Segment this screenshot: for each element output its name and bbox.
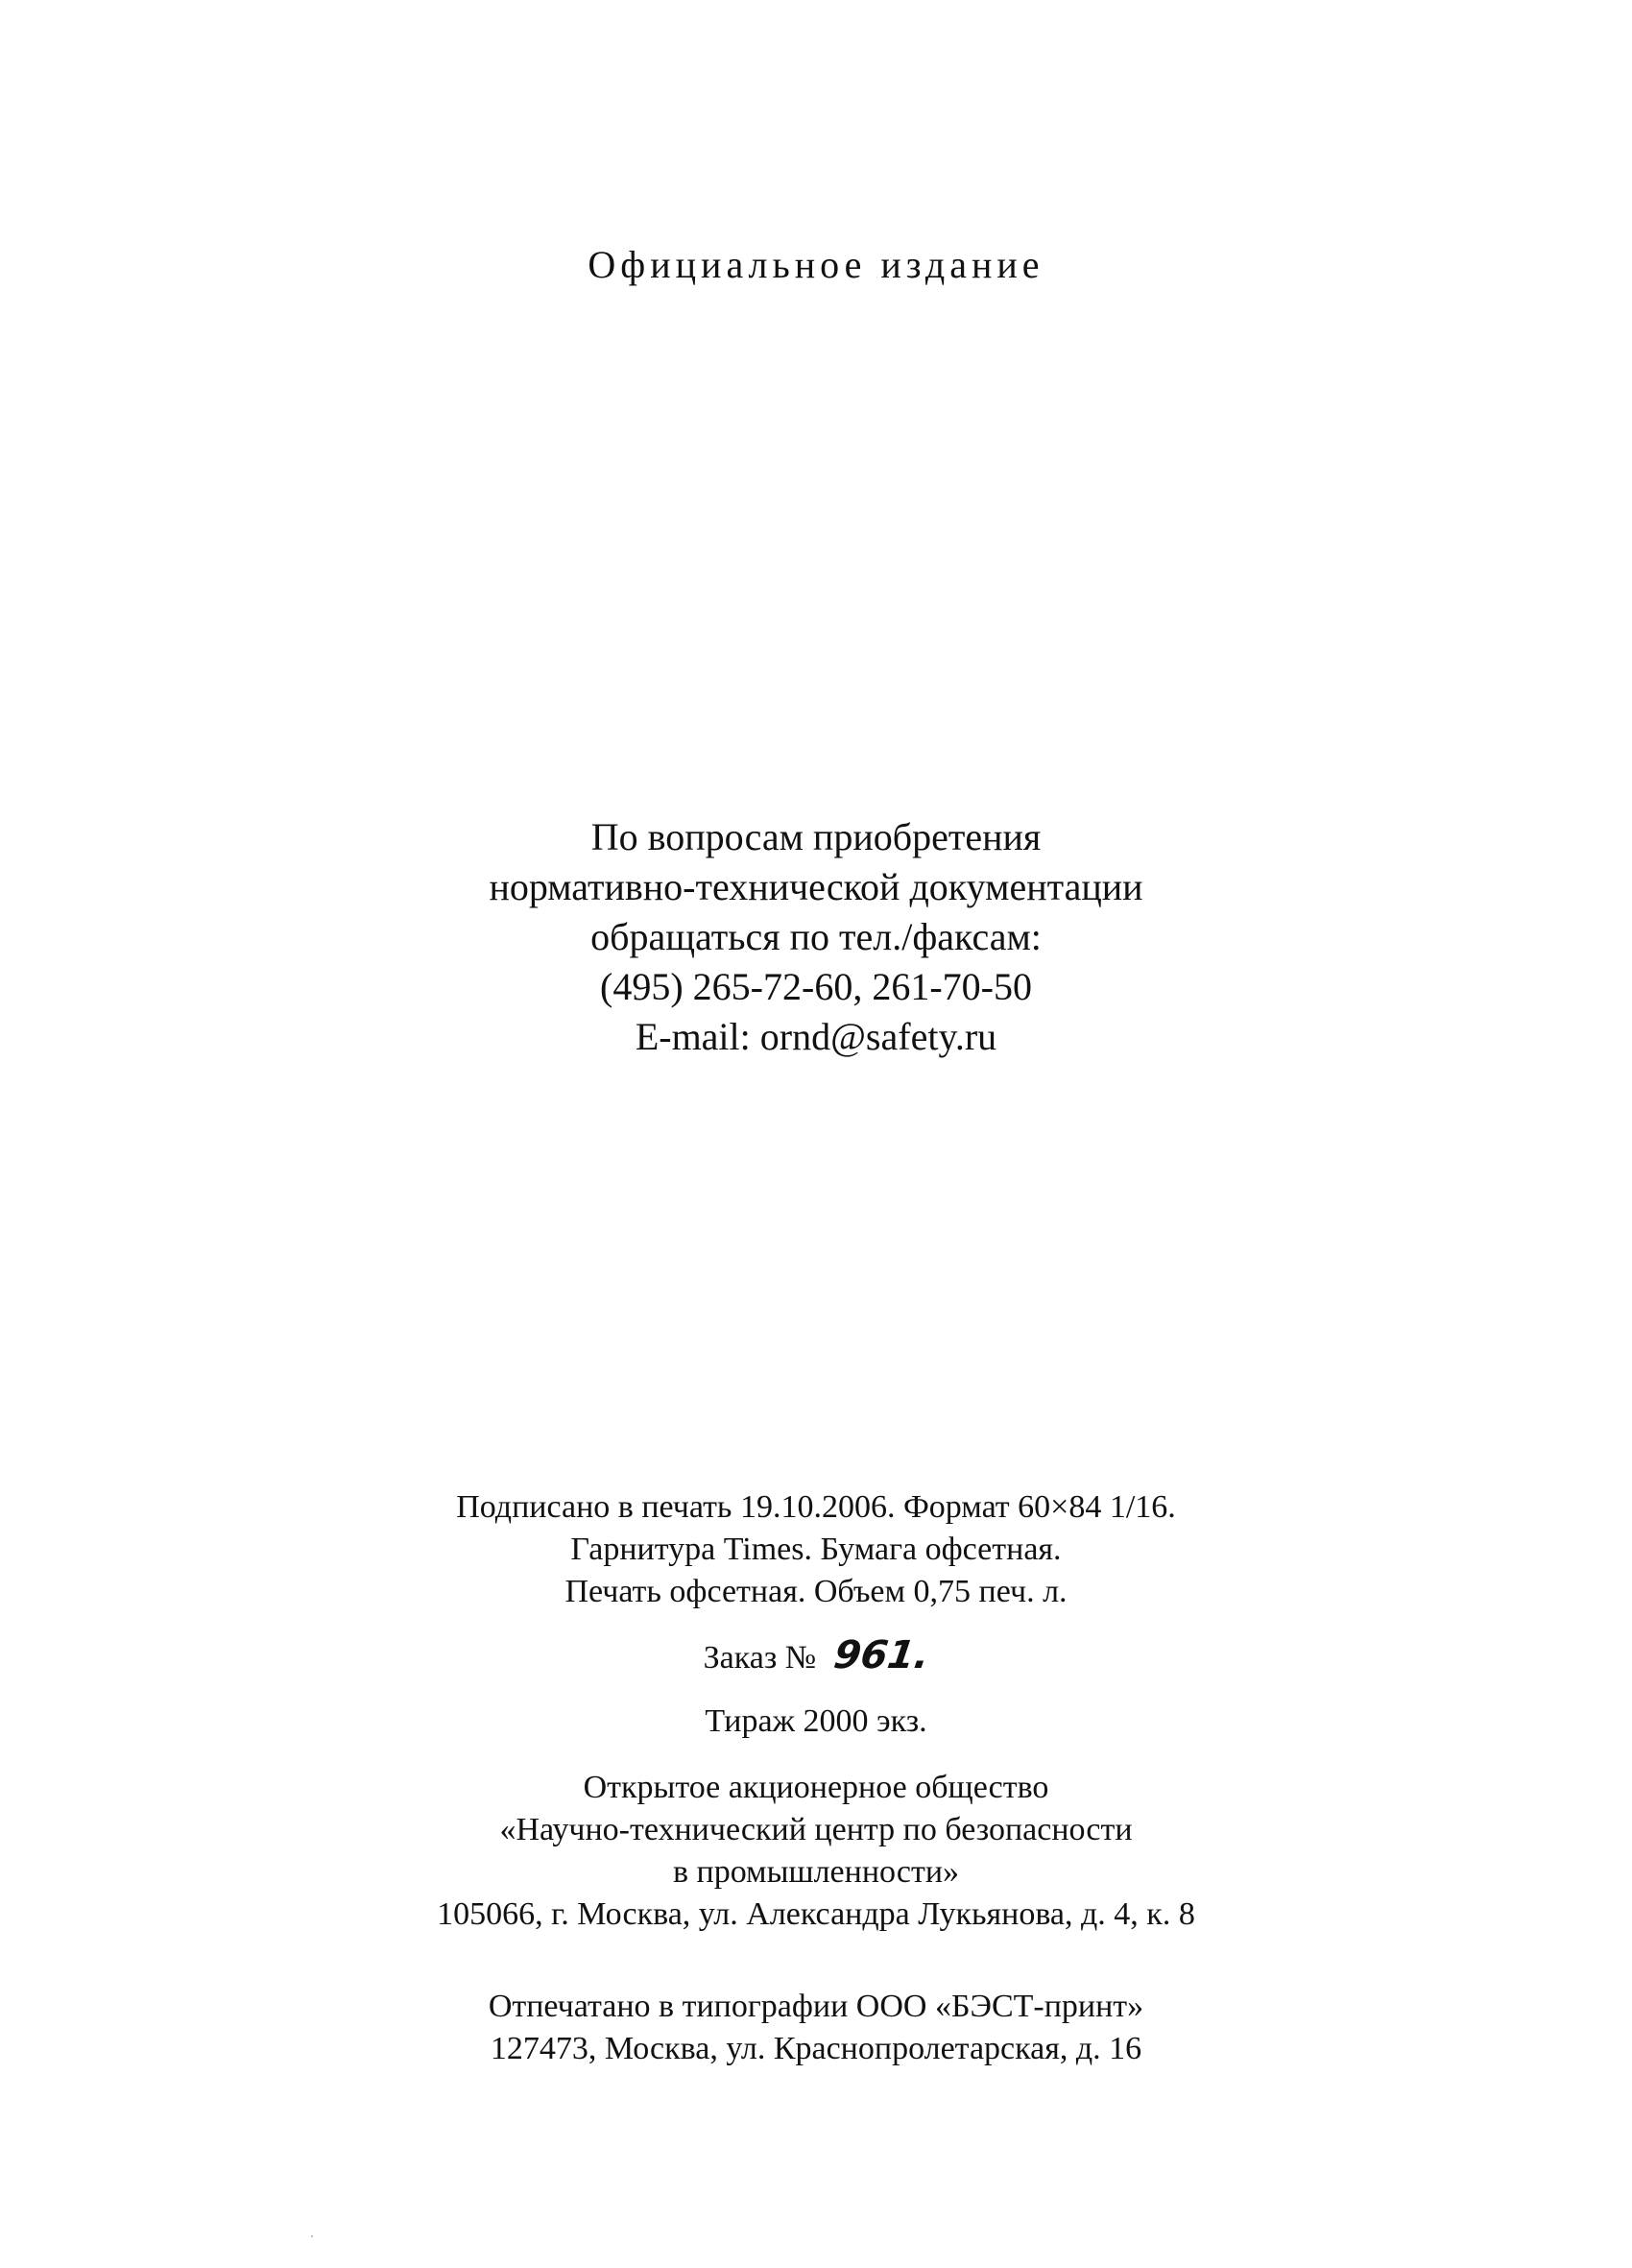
contacts-email: E-mail: ornd@safety.ru — [635, 1015, 997, 1058]
imprint-line-3: Печать офсетная. Объем 0,75 печ. л. — [564, 1574, 1068, 1609]
order-number-handwritten: 961. — [830, 1633, 932, 1677]
official-edition-text: Официальное издание — [588, 243, 1044, 286]
contacts-phones: (495) 265-72-60, 261-70-50 — [600, 965, 1032, 1008]
publisher-line-1: Открытое акционерное общество — [583, 1770, 1049, 1805]
order-line — [0, 1634, 1632, 1679]
printer-line-1: Отпечатано в типографии ООО «БЭСТ-принт» — [488, 1989, 1144, 2024]
contacts-line-1: По вопросам приобретения — [590, 815, 1042, 858]
scan-speck — [311, 2235, 313, 2237]
contacts-line-3: обращаться по тел./факсам: — [590, 915, 1042, 958]
publisher-line-3: в промышленности» — [672, 1854, 960, 1890]
imprint-line-1: Подписано в печать 19.10.2006. Формат 60×84 1/16. — [456, 1489, 1176, 1525]
purchase-contacts-block — [0, 812, 1632, 1062]
imprint-line-2: Гарнитура Times. Бумага офсетная. — [570, 1532, 1062, 1567]
printer-address: 127473, Москва, ул. Краснопролетарская, д. 16 — [490, 2031, 1142, 2066]
publisher-address: 105066, г. Москва, ул. Александра Лукьянова, д. 4, к. 8 — [437, 1896, 1195, 1932]
order-label: Заказ № — [703, 1640, 817, 1676]
printer-block — [0, 1986, 1632, 2070]
imprint-block — [0, 1486, 1632, 1743]
circulation: Тираж 2000 экз. — [705, 1703, 927, 1739]
publisher-block — [0, 1767, 1632, 1936]
official-edition-heading — [0, 242, 1632, 288]
publisher-line-2: «Научно-технический центр по безопасности — [499, 1812, 1133, 1847]
contacts-line-2: нормативно-технической документации — [489, 865, 1143, 908]
